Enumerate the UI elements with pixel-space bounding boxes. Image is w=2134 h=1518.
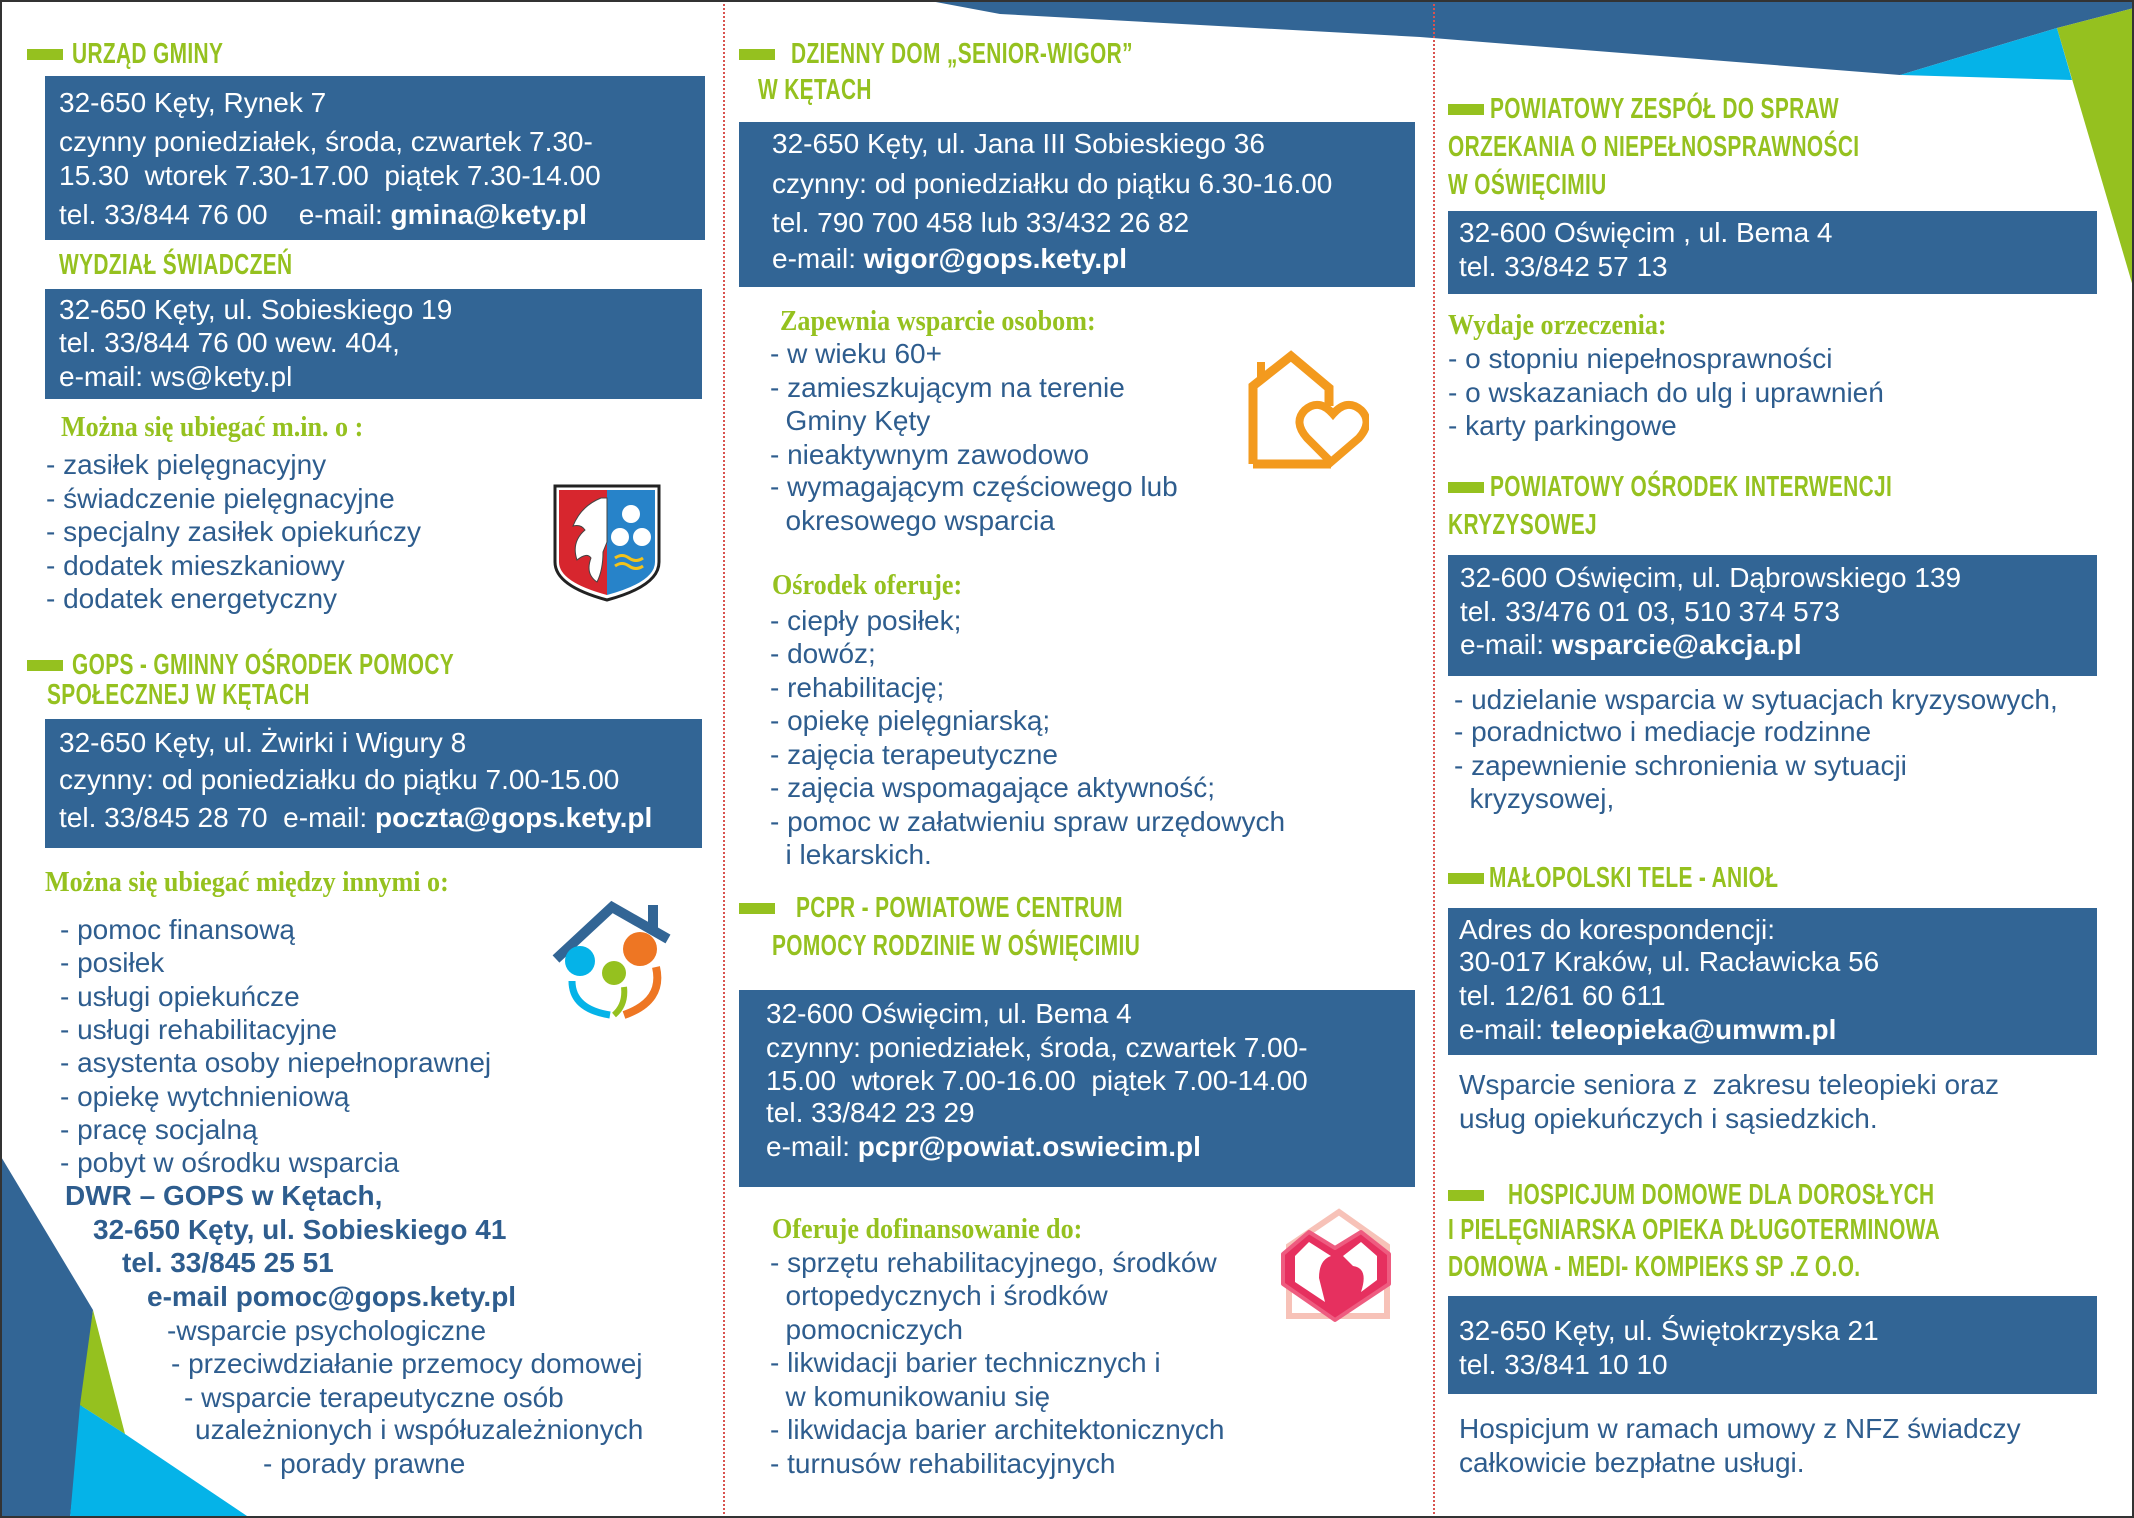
wydzial-box <box>45 289 702 399</box>
pcpr-box <box>739 990 1415 1187</box>
description: usług opiekuńczych i sąsiedzkich. <box>1459 1103 1878 1134</box>
list-item: - usługi rehabilitacyjne <box>60 1014 338 1045</box>
list-item: - zasiłek pielęgnacyjny <box>46 449 327 480</box>
list-item: pomocniczych <box>770 1314 963 1345</box>
list-item: okresowego wsparcia <box>770 505 1055 536</box>
hours: czynny: od poniedziałku do piątku 6.30-16.00 <box>772 168 1333 199</box>
email-label: e-mail: <box>1459 1014 1551 1045</box>
phone: tel. 790 700 458 lub 33/432 26 82 <box>772 207 1190 238</box>
pcpr-heading: PCPR - POWIATOWE CENTRUM <box>796 892 1123 924</box>
list-item: - rehabilitację; <box>770 672 945 703</box>
list-item: - o wskazaniach do ulg i uprawnień <box>1448 377 1884 408</box>
list-item: w komunikowaniu się <box>770 1381 1051 1412</box>
dwr-address: 32-650 Kęty, ul. Sobieskiego 41 <box>93 1214 507 1245</box>
list-item: - poradnictwo i mediacje rodzinne <box>1454 716 1872 747</box>
address: 32-600 Oświęcim, ul. Dąbrowskiego 139 <box>1460 562 1962 593</box>
list-item: uzależnionych i współuzależnionych <box>195 1414 644 1445</box>
address: 32-600 Oświęcim, ul. Bema 4 <box>766 998 1132 1029</box>
list-item: - ciepły posiłek; <box>770 605 962 636</box>
dwr-name: DWR – GOPS w Kętach, <box>65 1180 383 1211</box>
gops-box <box>45 719 702 848</box>
list-item: - nieaktywnym zawodowo <box>770 439 1090 470</box>
funding-heading: Oferuje dofinansowanie do: <box>772 1213 1083 1245</box>
description: Wsparcie seniora z zakresu teleopieki oraz <box>1459 1069 2000 1100</box>
phone: tel. 12/61 60 611 <box>1459 980 1666 1011</box>
dwr-email: e-mail pomoc@gops.kety.pl <box>147 1281 517 1312</box>
list-item: - opiekę pielęgniarską; <box>770 705 1051 736</box>
list-item: - zamieszkującym na terenie <box>770 372 1125 403</box>
support-heading: Zapewnia wsparcie osobom: <box>780 305 1096 337</box>
heading-bar <box>27 49 63 60</box>
list-item: - turnusów rehabilitacyjnych <box>770 1448 1116 1479</box>
list-item: - asystenta osoby niepełnoprawnej <box>60 1047 492 1078</box>
list-item: - specjalny zasiłek opiekuńczy <box>46 516 422 547</box>
address-label: Adres do korespondencji: <box>1459 914 1775 945</box>
email-label: e-mail: <box>766 1131 858 1162</box>
heading-bar <box>1448 482 1484 493</box>
hospicjum-box <box>1448 1296 2097 1394</box>
email-link[interactable]: teleopieka@umwm.pl <box>1550 1014 1837 1045</box>
contact-line <box>1460 628 1802 662</box>
house-heart-icon <box>1241 344 1369 472</box>
family-home-icon <box>548 885 678 1019</box>
address: 32-650 Kęty, ul. Świętokrzyska 21 <box>1459 1315 1879 1346</box>
hours: 15.00 wtorek 7.00-16.00 piątek 7.00-14.00 <box>766 1065 1308 1096</box>
list-item: - pobyt w ośrodku wsparcia <box>60 1147 400 1178</box>
hours: czynny: poniedziałek, środa, czwartek 7.00- <box>766 1032 1308 1063</box>
hospicjum-heading: HOSPICJUM DOMOWE DLA DOROSŁYCH <box>1508 1179 1935 1211</box>
contact-line <box>59 801 652 835</box>
phone: tel. 33/476 01 03, 510 374 573 <box>1460 596 1840 627</box>
list-item: - pomoc finansową <box>60 914 296 945</box>
mother-child-heart-icon <box>1273 1202 1399 1324</box>
list-item: - karty parkingowe <box>1448 410 1677 441</box>
list-item: - wsparcie terapeutyczne osób <box>184 1382 564 1413</box>
list-item: - dowóz; <box>770 638 876 669</box>
list-item: - likwidacji barier technicznych i <box>770 1347 1161 1378</box>
list-item: - usługi opiekuńcze <box>60 981 300 1012</box>
column-divider <box>723 0 725 1518</box>
list-item: -wsparcie psychologiczne <box>167 1315 487 1346</box>
list-item: kryzysowej, <box>1454 783 1615 814</box>
offers-heading: Ośrodek oferuje: <box>772 569 963 601</box>
description: Hospicjum w ramach umowy z NFZ świadczy <box>1459 1413 2021 1444</box>
contact-line <box>1459 1013 1836 1047</box>
hours: 15.30 wtorek 7.30-17.00 piątek 7.30-14.00 <box>59 160 601 191</box>
list-item: - pracę socjalną <box>60 1114 258 1145</box>
list-item: Gminy Kęty <box>770 405 931 436</box>
list-item: ortopedycznych i środków <box>770 1280 1108 1311</box>
heading-bar <box>27 660 63 671</box>
benefits-heading: Można się ubiegać m.in. o : <box>61 411 364 443</box>
contact-line <box>59 198 587 232</box>
list-item: - o stopniu niepełnosprawności <box>1448 343 1833 374</box>
list-item: - w wieku 60+ <box>770 338 942 369</box>
contact-line <box>766 1130 1201 1164</box>
phone: tel. 33/842 23 29 <box>766 1097 975 1128</box>
address: 32-600 Oświęcim , ul. Bema 4 <box>1459 217 1833 248</box>
list-item: - likwidacja barier architektonicznych <box>770 1414 1225 1445</box>
list-item: - dodatek energetyczny <box>46 583 338 614</box>
email-link[interactable]: wigor@gops.kety.pl <box>863 243 1128 274</box>
tele-aniol-heading: MAŁOPOLSKI TELE - ANIOŁ <box>1489 862 1779 894</box>
senior-wigor-heading: W KĘTACH <box>758 74 872 106</box>
hours: czynny poniedziałek, środa, czwartek 7.30- <box>59 126 593 157</box>
contact-line <box>772 242 1127 276</box>
list-item: - udzielanie wsparcia w sytuacjach kryzysowych, <box>1454 684 2058 715</box>
email-link[interactable]: poczta@gops.kety.pl <box>374 802 653 833</box>
dwr-phone: tel. 33/845 25 51 <box>122 1247 334 1278</box>
list-item: - zajęcia wspomagające aktywność; <box>770 772 1216 803</box>
email-link[interactable]: gmina@kety.pl <box>390 199 587 230</box>
list-item: - zajęcia terapeutyczne <box>770 739 1058 770</box>
phone: tel. 33/841 10 10 <box>1459 1349 1668 1380</box>
coat-of-arms-icon <box>551 482 663 604</box>
pcpr-heading: POMOCY RODZINIE W OŚWIĘCIMIU <box>772 930 1141 962</box>
urzad-gminy-heading: URZĄD GMINY <box>72 38 224 70</box>
zespol-orzekania-heading: POWIATOWY ZESPÓŁ DO SPRAW <box>1490 93 1839 125</box>
list-item: - posiłek <box>60 947 165 978</box>
address: 30-017 Kraków, ul. Racławicka 56 <box>1459 946 1880 977</box>
list-item: - dodatek mieszkaniowy <box>46 550 345 581</box>
zespol-orzekania-heading: ORZEKANIA O NIEPEŁNOSPRAWNOŚCI <box>1448 131 1860 163</box>
email-label: e-mail: <box>1460 629 1552 660</box>
senior-wigor-heading: DZIENNY DOM „SENIOR-WIGOR” <box>791 38 1133 70</box>
zespol-orzekania-heading: W OŚWIĘCIMIU <box>1448 169 1607 201</box>
hospicjum-heading: DOMOWA - MEDI- KOMPIEKS SP .Z O.O. <box>1448 1251 1861 1283</box>
list-item: - świadczenie pielęgnacyjne <box>46 483 395 514</box>
gops-help-heading: Można się ubiegać między innymi o: <box>45 866 449 898</box>
address: 32-650 Kęty, ul. Jana III Sobieskiego 36 <box>772 128 1265 159</box>
heading-bar <box>1448 873 1484 884</box>
hospicjum-heading: I PIELĘGNIARSKA OPIEKA DŁUGOTERMINOWA <box>1448 1214 1941 1246</box>
interwencja-heading: KRYZYSOWEJ <box>1448 509 1598 541</box>
description: całkowicie bezpłatne usługi. <box>1459 1447 1805 1478</box>
wydzial-swiadczen-heading: WYDZIAŁ ŚWIADCZEŃ <box>59 249 293 281</box>
interwencja-heading: POWIATOWY OŚRODEK INTERWENCJI <box>1490 471 1893 503</box>
phone: tel. 33/845 28 70 e-mail: <box>59 802 375 833</box>
list-item: - wymagającym częściowego lub <box>770 471 1178 502</box>
phone: tel. 33/844 76 00 wew. 404, <box>59 327 400 358</box>
senior-wigor-box <box>739 122 1415 287</box>
gops-heading: SPOŁECZNEJ W KĘTACH <box>47 679 310 711</box>
address: 32-650 Kęty, Rynek 7 <box>59 87 327 118</box>
list-item: - porady prawne <box>263 1448 466 1479</box>
list-item: - opiekę wytchnieniową <box>60 1081 350 1112</box>
email-link[interactable]: wsparcie@akcja.pl <box>1551 629 1802 660</box>
interwencja-box <box>1448 555 2097 676</box>
heading-bar <box>739 49 775 60</box>
heading-bar <box>1448 1190 1484 1201</box>
phone: tel. 33/844 76 00 e-mail: <box>59 199 391 230</box>
gops-heading: GOPS - GMINNY OŚRODEK POMOCY <box>72 649 455 681</box>
heading-bar <box>739 903 775 914</box>
list-item: - zapewnienie schronienia w sytuacji <box>1454 750 1907 781</box>
heading-bar <box>1448 104 1484 115</box>
urzad-gminy-box <box>45 76 705 240</box>
address: 32-650 Kęty, ul. Żwirki i Wigury 8 <box>59 727 467 758</box>
address: 32-650 Kęty, ul. Sobieskiego 19 <box>59 294 453 325</box>
orzeczenia-heading: Wydaje orzeczenia: <box>1448 309 1667 341</box>
email: e-mail: ws@kety.pl <box>59 361 293 392</box>
list-item: - przeciwdziałanie przemocy domowej <box>171 1348 643 1379</box>
email-link[interactable]: pcpr@powiat.oswiecim.pl <box>857 1131 1201 1162</box>
list-item: - pomoc w załatwieniu spraw urzędowych <box>770 806 1286 837</box>
zespol-box <box>1448 211 2097 294</box>
email-label: e-mail: <box>772 243 864 274</box>
hours: czynny: od poniedziałku do piątku 7.00-15.00 <box>59 764 620 795</box>
list-item: i lekarskich. <box>770 839 932 870</box>
tele-aniol-box <box>1448 908 2097 1055</box>
phone: tel. 33/842 57 13 <box>1459 251 1668 282</box>
column-divider <box>1433 0 1435 1518</box>
list-item: - sprzętu rehabilitacyjnego, środków <box>770 1247 1217 1278</box>
